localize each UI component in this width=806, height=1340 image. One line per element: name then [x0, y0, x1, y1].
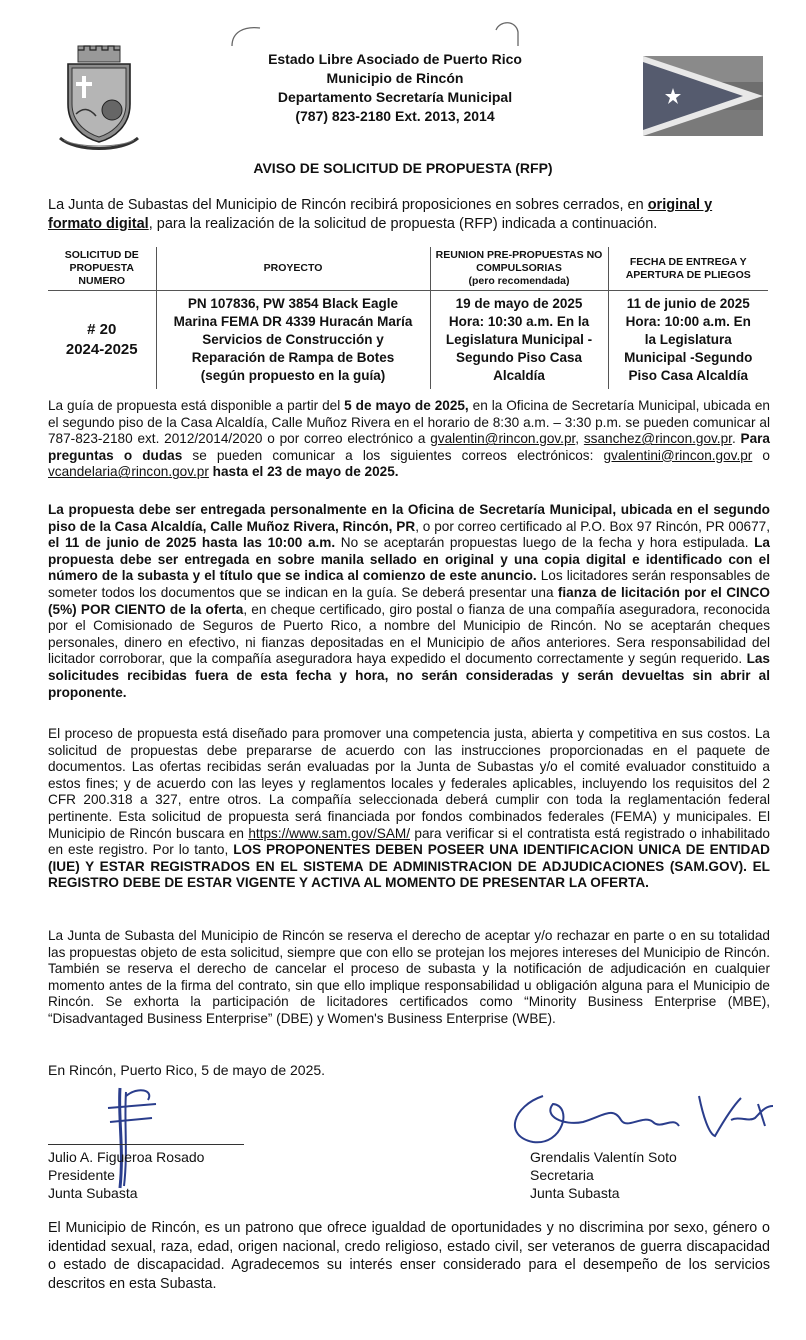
email-link-gvalentini[interactable]: gvalentini@rincon.gov.pr	[603, 447, 753, 463]
intro-paragraph	[48, 196, 768, 234]
p2-text-2: No se aceptarán propuestas luego de la fecha y hora estipulada.	[335, 535, 755, 551]
signer-right-name: Grendalis Valentín Soto	[530, 1149, 677, 1165]
rfp-number: # 20	[87, 321, 117, 338]
p2-bold-5: Las solicitudes recibidas fuera de esta fecha y hora, no serán consideradas y serán devueltas sin abrir al proponente.	[48, 651, 770, 700]
scan-mark-right	[492, 18, 522, 48]
col-header-meeting-main: REUNION PRE-PROPUESTAS NO COMPULSORIAS	[435, 249, 603, 274]
p2-bold-4: fianza de licitación por el CINCO (5%) POR CIENTO de la oferta	[48, 584, 770, 617]
signer-right-org: Junta Subasta	[530, 1185, 620, 1201]
header-government: Estado Libre Asociado de Puerto Rico	[268, 51, 522, 67]
cell-delivery: 11 de junio de 2025 Hora: 10:00 a.m. En la Legislatura Municipal -Segundo Piso Casa Alcaldía	[608, 291, 768, 390]
p1-bold-date: 5 de mayo de 2025,	[344, 398, 469, 413]
municipal-seal-logo	[56, 42, 142, 154]
guide-availability-paragraph	[48, 398, 770, 481]
cell-number	[48, 291, 156, 390]
p2-text-3: Los licitadores serán responsables de someter todos los documentos que se indican en la guía. Se deberá presentar una	[48, 568, 770, 600]
process-paragraph	[48, 726, 770, 892]
header-block	[230, 50, 560, 126]
signature-right	[503, 1086, 783, 1156]
delivery-instructions-paragraph	[48, 502, 770, 701]
signer-left-org: Junta Subasta	[48, 1185, 138, 1201]
closing-date: En Rincón, Puerto Rico, 5 de mayo de 2025.	[48, 1062, 326, 1078]
cell-project: PN 107836, PW 3854 Black Eagle Marina FEMA DR 4339 Huracán María Servicios de Construcción y Reparación de Rampa de Botes (según propuesto en la guía)	[156, 291, 430, 390]
header-phone: (787) 823-2180 Ext. 2013, 2014	[295, 108, 495, 124]
municipal-flag-logo	[643, 56, 763, 136]
intro-original-digital: original y formato digital	[48, 197, 713, 232]
p1-text-3: se pueden comunicar a los siguientes correos electrónicos:	[182, 447, 604, 463]
p1-sep-3: o	[752, 447, 770, 463]
reservation-paragraph: La Junta de Subasta del Municipio de Rincón se reserva el derecho de aceptar y/o rechazar en parte o en su totalidad las propuestas objeto de esta solicitud, siempre que con ello se protejan los mejores intereses del Municipio de Rincón. También se reserva el derecho de cancelar el proceso de subasta y la notificación de adjudicación en cualquier momento antes de la firma del contrato, sin que ello implique responsabilidad u obligación alguna para el Municipio de Rincón. Se exhorta la participación de licitadores certificados como “Minority Business Enterprise (MBE), “Disadvantaged Business Enterprise” (DBE) y Women's Business Enterprise (WBE).	[48, 928, 770, 1026]
p2-bold-3: La propuesta debe ser entregada en sobre manila sellado en original y una copia digital e identificado con el número de la subasta y el título que se indica al comienzo de este anuncio.	[48, 535, 770, 584]
col-header-number: SOLICITUD DE PROPUESTA NUMERO	[48, 247, 156, 291]
signer-left-name: Julio A. Figueroa Rosado	[48, 1149, 205, 1165]
p1-bold-deadline: hasta el 23 de mayo de 2025.	[208, 464, 399, 480]
signature-block-right	[530, 1148, 677, 1202]
p1-text-2: en la Oficina de Secretaría Municipal, ubicada en el segundo piso de la Casa Alcaldía, Calle Muñoz Rivera en el horario de 8:30 a.m. – 3:30 p.m. se pueden comunicar al 787-823-2180 ext. 2012/2014/2020 o por correo electrónico a	[48, 398, 770, 447]
col-header-meeting	[430, 247, 608, 291]
cell-meeting: 19 de mayo de 2025 Hora: 10:30 a.m. En la Legislatura Municipal -Segundo Piso Casa Alcaldía	[430, 291, 608, 390]
p1-sep-2: .	[731, 431, 741, 447]
email-link-vcandelaria[interactable]: vcandelaria@rincon.gov.pr	[48, 464, 209, 480]
p1-sep-1: ,	[575, 431, 584, 447]
col-header-delivery: FECHA DE ENTREGA Y APERTURA DE PLIEGOS	[608, 247, 768, 291]
col-header-project: PROYECTO	[156, 247, 430, 291]
equal-opportunity-statement: El Municipio de Rincón, es un patrono que ofrece igualdad de oportunidades y no discrimina por sexo, género o identidad sexual, raza, edad, origen nacional, credo religioso, estado civil, ser veteranos de guerra discapacidad o estado de discapacidad. Agradecemos su interés enser considerado para el desempeño de los servicios descritos en esta Subasta.	[48, 1220, 770, 1292]
signature-line-left	[48, 1144, 244, 1145]
p2-text-4: , en cheque certificado, giro postal o fianza de una compañía aseguradora, reconocida por el Comisionado de Seguros de Puerto Rico, a nombre del Municipio de Rincón. No se aceptarán cheques personales, dinero en efectivo, ni fianzas depositadas en el Municipio de años anteriores. Sera responsabilidad del licitador corroborar, que la compañía aseguradora haya expedido el documento correctamente y según requerido.	[48, 601, 770, 667]
col-header-meeting-note: (pero recomendada)	[468, 275, 570, 287]
scan-mark-left	[226, 24, 266, 48]
signature-block-left	[48, 1148, 204, 1202]
email-link-gvalentin[interactable]: gvalentin@rincon.gov.pr	[430, 431, 576, 447]
email-link-ssanchez[interactable]: ssanchez@rincon.gov.pr	[583, 431, 732, 447]
signer-left-role: Presidente	[48, 1167, 115, 1183]
p1-bold-questions: Para preguntas o dudas	[48, 431, 770, 463]
p3-text-2: para verificar si el contratista está registrado o inhabilitado en este registro. Por lo tanto,	[48, 825, 770, 858]
sam-gov-link[interactable]: https://www.sam.gov/SAM/	[248, 825, 411, 841]
p2-text-1: , o por correo certificado al P.O. Box 97 Rincón, PR 00677,	[415, 518, 770, 534]
p2-bold-2: el 11 de junio de 2025 hasta las 10:00 a.m.	[48, 535, 336, 551]
intro-text-2: , para la realización de la solicitud de propuesta (RFP) indicada a continuación.	[148, 216, 658, 232]
p2-bold-1: La propuesta debe ser entregada personalmente en la Oficina de Secretaría Municipal, ubicada en el segundo piso de la Casa Alcaldía, Calle Muñoz Rivera, Rincón, PR	[48, 502, 770, 534]
rfp-table-header-row	[48, 247, 768, 291]
table-row	[48, 291, 768, 390]
document-title: AVISO DE SOLICITUD DE PROPUESTA (RFP)	[253, 160, 553, 176]
intro-text-1: La Junta de Subastas del Municipio de Rincón recibirá proposiciones en sobres cerrados, en	[48, 197, 648, 213]
signer-right-role: Secretaria	[530, 1167, 594, 1183]
p3-caps-requirement: LOS PROPONENTES DEBEN POSEER UNA IDENTIFICACION UNICA DE ENTIDAD (IUE) Y ESTAR REGISTRADOS EN EL SISTEMA DE ADMINISTRACION DE ADJUDICACIONES (SAM.GOV). EL REGISTRO DEBE DE ESTAR VIGENTE Y ACTIVA AL MOMENTO DE PRESENTAR LA OFERTA.	[48, 842, 771, 891]
header-municipality: Municipio de Rincón	[326, 70, 464, 86]
p3-text-1: El proceso de propuesta está diseñado para promover una competencia justa, abierta y competitiva en sus costos. La solicitud de propuestas debe prepararse de acuerdo con las instrucciones proporcionadas en el paquete de documentos. Las ofertas recibidas serán evaluadas por la Junta de Subastas y/o el comité evaluador constituido a estos fines; y de acuerdo con las leyes y reglamentos locales y federales aplicables, incluyendo los requisitos del 2 CFR 200.318 a 327, entre otros. La compañía seleccionada deberá cumplir con toda la reglamentación federal pertinente. Esta solicitud de propuesta será financiada por fondos combinados federales (FEMA) y municipales. El Municipio de Rincón buscara en	[48, 726, 770, 841]
header-department: Departamento Secretaría Municipal	[277, 89, 513, 105]
rfp-year: 2024-2025	[65, 341, 138, 358]
rfp-table	[48, 247, 768, 389]
p1-text-1: La guía de propuesta está disponible a partir del	[48, 398, 345, 413]
